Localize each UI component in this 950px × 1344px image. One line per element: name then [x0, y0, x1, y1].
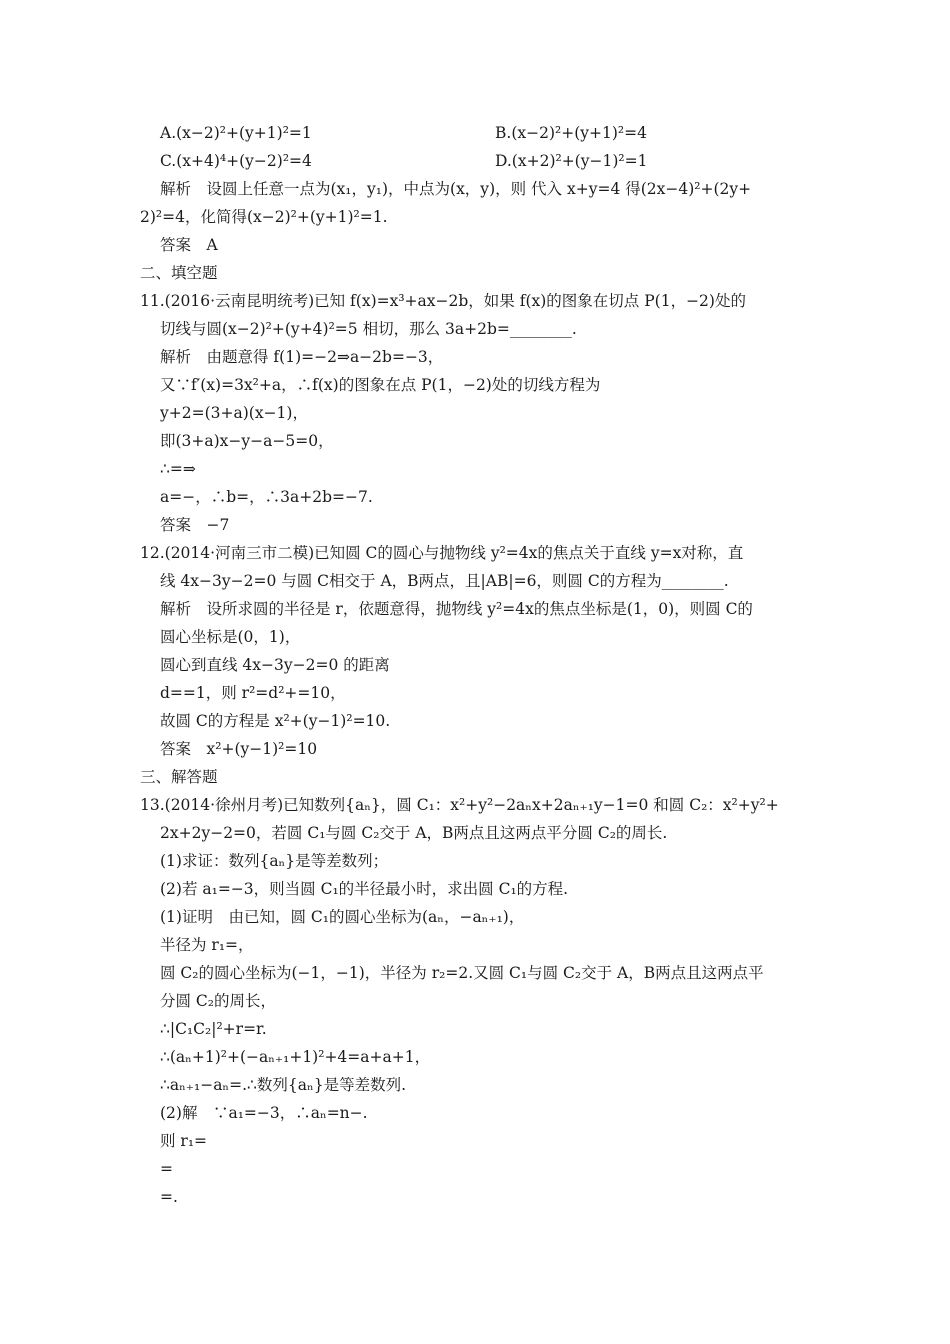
q13-stem-line: 13.(2014·徐州月考)已知数列{aₙ}，圆 C₁：x²+y²−2aₙx+2aₙ₊₁y−1=0 和圆 C₂：x²+y²+ — [140, 796, 779, 814]
q11-analysis-line: 又∵f′(x)=3x²+a，∴f(x)的图象在点 P(1，−2)处的切线方程为 — [160, 376, 601, 394]
q13-solution-line: 则 r₁= — [160, 1132, 208, 1150]
q11-analysis-line: 解析 由题意得 f(1)=−2⇒a−2b=−3， — [160, 348, 444, 366]
q11-analysis-line: a=−，∴b=，∴3a+2b=−7. — [160, 488, 373, 506]
q13-solution-line: =. — [160, 1188, 178, 1206]
q13-solution-line: = — [160, 1160, 173, 1178]
q12-analysis-line: 解析 设所求圆的半径是 r，依题意得，抛物线 y²=4x的焦点坐标是(1，0)，则圆 C的 — [160, 600, 753, 618]
q11-answer: 答案 −7 — [160, 516, 230, 534]
q13-proof-line: ∴aₙ₊₁−aₙ=.∴数列{aₙ}是等差数列. — [160, 1076, 407, 1094]
q12-analysis-line: 故圆 C的方程是 x²+(y−1)²=10. — [160, 712, 391, 730]
option-a: A.(x−2)²+(y+1)²=1 — [160, 124, 312, 142]
q10-answer: 答案 A — [160, 236, 218, 254]
q11-stem-line: 11.(2016·云南昆明统考)已知 f(x)=x³+ax−2b，如果 f(x)的图象在切点 P(1，−2)处的 — [140, 292, 746, 310]
section-heading-solve: 三、解答题 — [140, 768, 218, 786]
q13-proof-line: 分圆 C₂的周长， — [160, 992, 277, 1010]
section-heading-fill-in: 二、填空题 — [140, 264, 218, 282]
q12-answer: 答案 x²+(y−1)²=10 — [160, 740, 318, 758]
q13-solution-line: (2)解 ∵a₁=−3，∴aₙ=n−. — [160, 1104, 368, 1122]
q12-stem-line: 12.(2014·河南三市二模)已知圆 C的圆心与抛物线 y²=4x的焦点关于直线 y=x对称，直 — [140, 544, 744, 562]
q13-proof-line: 圆 C₂的圆心坐标为(−1，−1)，半径为 r₂=2.又圆 C₁与圆 C₂交于 A，B两点且这两点平 — [160, 964, 764, 982]
q10-analysis-line: 解析 设圆上任意一点为(x₁，y₁)，中点为(x，y)，则 代入 x+y=4 得(2x−4)²+(2y+ — [160, 180, 752, 198]
q11-analysis-line: ∴=⇒ — [160, 460, 196, 478]
q13-proof-line: (1)证明 由已知，圆 C₁的圆心坐标为(aₙ，−aₙ₊₁)， — [160, 908, 525, 926]
q11-analysis-line: y+2=(3+a)(x−1)， — [160, 404, 308, 422]
q10-analysis-line: 2)²=4，化简得(x−2)²+(y+1)²=1. — [140, 208, 388, 226]
q13-stem-line: 2x+2y−2=0，若圆 C₁与圆 C₂交于 A，B两点且这两点平分圆 C₂的周长. — [160, 824, 668, 842]
q12-analysis-line: d==1，则 r²=d²+=10， — [160, 684, 346, 702]
q13-proof-line: ∴|C₁C₂|²+r=r. — [160, 1020, 267, 1038]
q11-stem-line: 切线与圆(x−2)²+(y+4)²=5 相切，那么 3a+2b=________. — [160, 320, 577, 338]
q13-proof-line: ∴(aₙ+1)²+(−aₙ₊₁+1)²+4=a+a+1， — [160, 1048, 431, 1066]
q12-stem-line: 线 4x−3y−2=0 与圆 C相交于 A，B两点，且|AB|=6，则圆 C的方程为________. — [160, 572, 729, 590]
q13-proof-line: 半径为 r₁=， — [160, 936, 254, 954]
option-d: D.(x+2)²+(y−1)²=1 — [495, 152, 648, 170]
option-b: B.(x−2)²+(y+1)²=4 — [495, 124, 647, 142]
q12-analysis-line: 圆心到直线 4x−3y−2=0 的距离 — [160, 656, 390, 674]
q11-analysis-line: 即(3+a)x−y−a−5=0， — [160, 432, 334, 450]
q13-part-1: (1)求证：数列{aₙ}是等差数列； — [160, 852, 389, 870]
option-c: C.(x+4)⁴+(y−2)²=4 — [160, 152, 312, 170]
q12-analysis-line: 圆心坐标是(0，1)， — [160, 628, 301, 646]
q13-part-2: (2)若 a₁=−3，则当圆 C₁的半径最小时，求出圆 C₁的方程. — [160, 880, 569, 898]
